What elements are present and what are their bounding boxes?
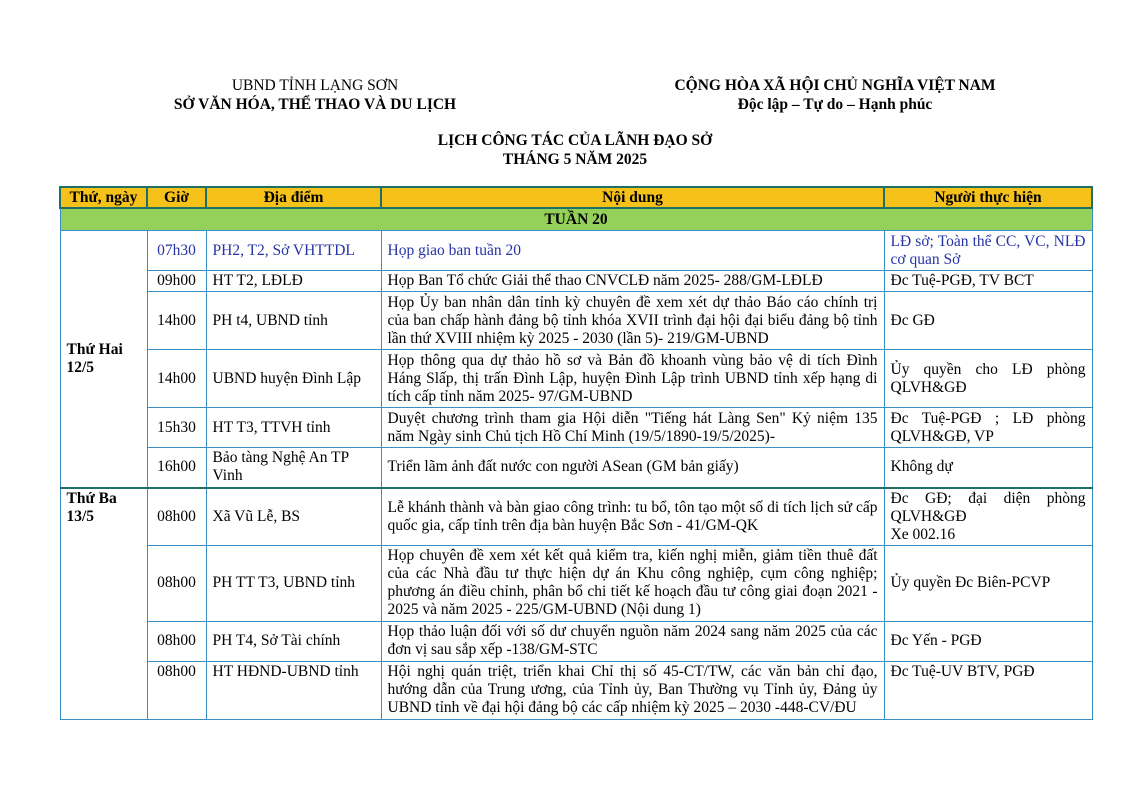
content-cell: Duyệt chương trình tham gia Hội diễn "Tiếng hát Làng Sen" Kỷ niệm 135 năm Ngày sinh Chủ tịch Hồ Chí Minh (19/5/1890-19/5/2025)- [381, 408, 884, 448]
place-cell: Xã Vũ Lễ, BS [206, 488, 381, 546]
national-motto [640, 76, 1030, 114]
content-cell: Họp chuyên đề xem xét kết quả kiểm tra, kiến nghị miễn, giảm tiền thuê đất của các Nhà đầu tư thực hiện dự án Khu công nghiệp, cụm công nghiệp; phương án điều chỉnh, phân bổ chi tiết kế hoạch đầu tư công giai đoạn 2021 - 2025 và năm 2025 - 225/GM-UBND (Nội dung 1) [381, 545, 884, 621]
col-header-person: Người thực hiện [884, 187, 1092, 208]
time-cell: 08h00 [147, 488, 206, 546]
day-name: Thứ Ba [66, 489, 117, 507]
person-cell: Đc Tuệ-UV BTV, PGĐ [884, 661, 1092, 719]
document-title [0, 131, 1123, 169]
agency-header [140, 76, 490, 114]
time-cell: 15h30 [147, 408, 206, 448]
place-cell: PH2, T2, Sở VHTTDL [206, 231, 381, 271]
content-cell: Triển lãm ảnh đất nước con người ASean (GM bản giấy) [381, 448, 884, 488]
table-row [60, 292, 1092, 350]
content-cell: Lễ khánh thành và bàn giao công trình: tu bổ, tôn tạo một số di tích lịch sử cấp quốc gia, cấp tỉnh trên địa bàn huyện Bắc Sơn - 41/GM-QK [381, 488, 884, 546]
col-header-time: Giờ [147, 187, 206, 208]
person-cell: Ủy quyền cho LĐ phòng QLVH&GĐ [884, 350, 1092, 408]
content-cell: Họp giao ban tuần 20 [381, 231, 884, 271]
time-cell: 14h00 [147, 350, 206, 408]
country-name: CỘNG HÒA XÃ HỘI CHỦ NGHĨA VIỆT NAM [674, 77, 996, 94]
time-cell: 08h00 [147, 545, 206, 621]
day-date: 12/5 [66, 358, 95, 376]
table-row [60, 231, 1092, 271]
person-cell: Ủy quyền Đc Biên-PCVP [884, 545, 1092, 621]
schedule-table [59, 186, 1093, 720]
title-line-1: LỊCH CÔNG TÁC CỦA LÃNH ĐẠO SỞ [437, 132, 713, 149]
content-cell: Họp thảo luận đối với số dư chuyển nguồn năm 2024 sang năm 2025 của các đơn vị sau sắp xếp -138/GM-STC [381, 621, 884, 661]
day-date: 13/5 [66, 507, 95, 525]
department-name: SỞ VĂN HÓA, THỂ THAO VÀ DU LỊCH [173, 96, 457, 113]
time-cell: 07h30 [147, 231, 206, 271]
person-cell: Đc GĐ [884, 292, 1092, 350]
time-cell: 08h00 [147, 621, 206, 661]
time-cell: 14h00 [147, 292, 206, 350]
table-row [60, 408, 1092, 448]
person-cell: LĐ sở; Toàn thể CC, VC, NLĐ cơ quan Sở [884, 231, 1092, 271]
person-cell [884, 488, 1092, 546]
place-cell: Bảo tàng Nghệ An TP Vinh [206, 448, 381, 488]
person-cell: Đc Tuệ-PGĐ ; LĐ phòng QLVH&GĐ, VP [884, 408, 1092, 448]
person-cell: Đc Yến - PGĐ [884, 621, 1092, 661]
place-cell: UBND huyện Đình Lập [206, 350, 381, 408]
table-row [60, 448, 1092, 488]
person-text: Đc GĐ; đại diện phòng QLVH&GĐ [890, 489, 1086, 525]
col-header-content: Nội dung [381, 187, 884, 208]
province-name: UBND TỈNH LẠNG SƠN [231, 77, 399, 94]
day-name: Thứ Hai [66, 340, 123, 358]
day-cell [60, 488, 147, 720]
table-header-row [60, 187, 1092, 208]
week-row [60, 208, 1092, 231]
place-cell: PH T4, Sở Tài chính [206, 621, 381, 661]
place-cell: PH TT T3, UBND tỉnh [206, 545, 381, 621]
content-cell: Họp Ban Tổ chức Giải thể thao CNVCLĐ năm 2025- 288/GM-LĐLĐ [381, 271, 884, 292]
table-row [60, 545, 1092, 621]
col-header-place: Địa điểm [206, 187, 381, 208]
motto-line: Độc lập – Tự do – Hạnh phúc [737, 96, 933, 113]
table-row [60, 488, 1092, 546]
col-header-day: Thứ, ngày [60, 187, 147, 208]
vehicle-note: Xe 002.16 [890, 525, 956, 543]
place-cell: HT T2, LĐLĐ [206, 271, 381, 292]
place-cell: HT HĐND-UBND tỉnh [206, 661, 381, 719]
time-cell: 16h00 [147, 448, 206, 488]
content-cell: Họp Ủy ban nhân dân tỉnh kỳ chuyên đề xem xét dự thảo Báo cáo chính trị của ban chấp hành đảng bộ tỉnh khóa XVII trình đại hội đại biểu đảng bộ tỉnh lần thứ XVIII nhiệm kỳ 2025 - 2030 (lần 5)- 219/GM-UBND [381, 292, 884, 350]
person-cell: Không dự [884, 448, 1092, 488]
content-cell: Họp thông qua dự thảo hồ sơ và Bản đồ khoanh vùng bảo vệ di tích Đình Háng Slấp, thị trấn Đình Lập, huyện Đình Lập trình UBND tỉnh xếp hạng di tích cấp tỉnh năm 2025- 97/GM-UBND [381, 350, 884, 408]
content-cell: Hội nghị quán triệt, triển khai Chỉ thị số 45-CT/TW, các văn bản chỉ đạo, hướng dẫn của Trung ương, của Tỉnh ủy, Ban Thường vụ Tỉnh ủy, Đảng ủy UBND tỉnh về đại hội đảng bộ các cấp nhiệm kỳ 2025 – 2030 -448-CV/ĐU [381, 661, 884, 719]
person-cell: Đc Tuệ-PGĐ, TV BCT [884, 271, 1092, 292]
time-cell: 08h00 [147, 661, 206, 719]
week-label: TUẦN 20 [60, 208, 1092, 231]
day-cell [60, 231, 147, 488]
table-row [60, 661, 1092, 719]
table-row [60, 271, 1092, 292]
time-cell: 09h00 [147, 271, 206, 292]
place-cell: PH t4, UBND tỉnh [206, 292, 381, 350]
title-line-2: THÁNG 5 NĂM 2025 [502, 151, 648, 168]
table-row [60, 621, 1092, 661]
place-cell: HT T3, TTVH tỉnh [206, 408, 381, 448]
table-row [60, 350, 1092, 408]
